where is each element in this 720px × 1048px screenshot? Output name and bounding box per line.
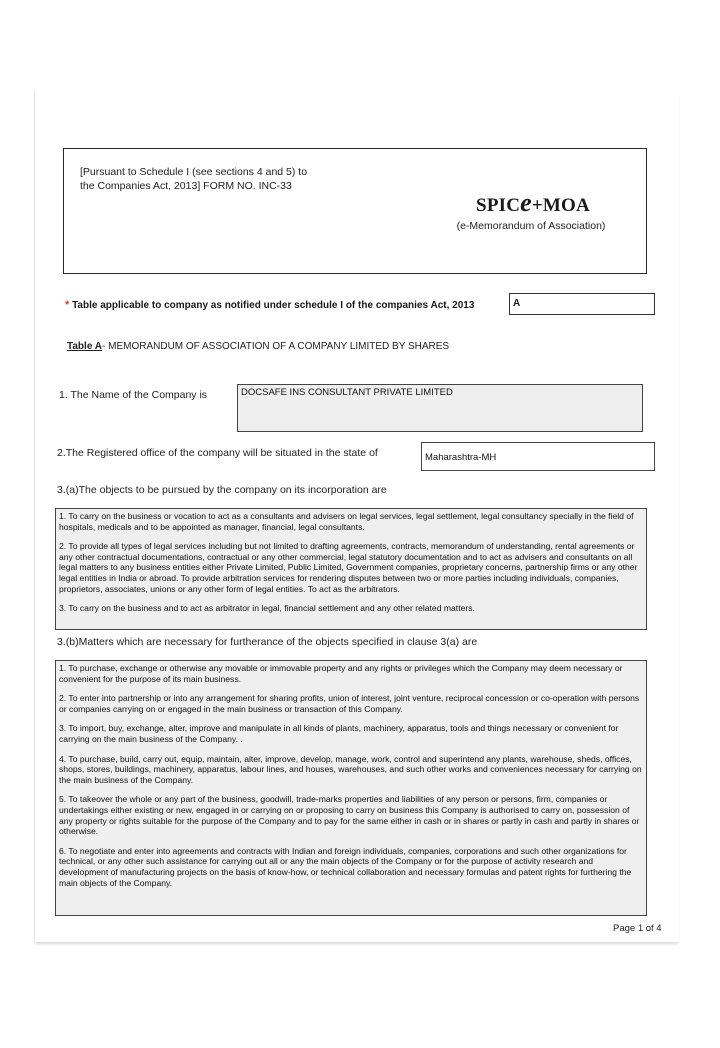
- form-title-post: +MOA: [531, 195, 590, 216]
- objects-textarea[interactable]: [55, 508, 647, 630]
- matter-item: 6. To negotiate and enter into agreements and contracts with Indian and foreign individuals, companies, corporations and such other organizations for technical, or any other such assistance for carrying out all or any the main objects of the Company or for the purpose of activity research and development of manufacturing projects on the basis of know-how, or technical collaboration and necessary formulas and patent rights for furthering the main objects of the Company.: [59, 845, 632, 888]
- pursuant-text: [80, 165, 307, 193]
- page-number: Page 1 of 4: [613, 923, 662, 934]
- objects-label: 3.(a)The objects to be pursued by the company on its incorporation are: [57, 484, 387, 496]
- table-a-heading: [67, 341, 449, 352]
- state-field[interactable]: Maharashtra-MH: [421, 442, 655, 471]
- company-name-field[interactable]: DOCSAFE INS CONSULTANT PRIVATE LIMITED: [237, 384, 643, 432]
- matter-item: 5. To takeover the whole or any part of the business, goodwill, trade-marks properties and liabilities of any person or persons, firm, companies or undertakings either existing or new, engaged in or carrying on or proposing to carry on business this Company is authorised to carry on, possession of any property or rights suitable for the purpose of the Company and to pay for the same either in cash or in shares or partly in cash and partly in shares or otherwise.: [59, 794, 640, 837]
- form-title: [453, 188, 613, 218]
- table-applicable-text: Table applicable to company as notified under schedule I of the companies Act, 2013: [72, 300, 475, 311]
- matters-label: 3.(b)Matters which are necessary for furtherance of the objects specified in clause 3(a) are: [57, 636, 478, 648]
- table-a-text: - MEMORANDUM OF ASSOCIATION OF A COMPANY LIMITED BY SHARES: [102, 341, 450, 352]
- matter-item: 2. To enter into partnership or into any arrangement for sharing profits, union of interest, joint venture, reciprocal concession or co-operation with persons or companies carrying on or engaged in the main business or transaction of this Company.: [59, 693, 640, 714]
- matters-textarea[interactable]: [55, 660, 647, 916]
- table-applicable-label: [65, 299, 474, 311]
- required-star: *: [65, 299, 70, 311]
- registered-office-label: 2.The Registered office of the company will be situated in the state of: [57, 447, 378, 459]
- form-title-e: e: [520, 188, 532, 217]
- document-page: [34, 92, 679, 942]
- object-item: 1. To carry on the business or vocation to act as a consultants and advisers on legal services, legal settlement, legal consultancy specially in the field of hospitals, medicals and to be appointed as manager, financial, legal consultants.: [59, 511, 634, 532]
- pursuant-line-1: [Pursuant to Schedule I (see sections 4 and 5) to: [80, 166, 308, 178]
- pursuant-line-2: the Companies Act, 2013] FORM NO. INC-33: [80, 180, 292, 192]
- form-title-pre: SPIC: [476, 195, 521, 216]
- form-subtitle: (e-Memorandum of Association): [456, 220, 606, 232]
- table-applicable-field[interactable]: A: [509, 293, 655, 315]
- object-item: 2. To provide all types of legal services including but not limited to drafting agreements, contracts, memorandum of understanding, rental agreements or any other contractual documentations, contractual or any other commercial, legal statutory documentation and to act as advisers and consultants on all legal matters to any business entities either Private Limited, Public Limited, Government companies, proprietary concerns, partnership firms or any other legal entities in India or abroad. To provide arbitration services for rendering disputes between two or more parties including individuals, companies, proprietors, associates, unions or any other form of legal entities. To act as the arbitrators.: [59, 541, 638, 594]
- table-a-title: Table A: [67, 341, 103, 352]
- matter-item: 1. To purchase, exchange or otherwise any movable or immovable property and any rights or privileges which the Company may deem necessary or convenient for the purpose of its main business.: [59, 663, 623, 684]
- object-item: 3. To carry on the business and to act as arbitrator in legal, financial settlement and any other related matters.: [59, 603, 475, 614]
- matter-item: 4. To purchase, build, carry out, equip, maintain, alter, improve, develop, manage, work, control and superintend any plants, warehouse, sheds, offices, shops, stores, buildings, machinery, apparatus, labour lines, and houses, warehouses, and such other works and conveniences necessary for carrying on the main business of the Company.: [59, 753, 642, 785]
- matter-item: 3. To import, buy, exchange, alter, improve and manipulate in all kinds of plants, machinery, apparatus, tools and things necessary or convenient for carrying on the main business of the Company. .: [59, 723, 619, 744]
- company-name-label: 1. The Name of the Company is: [59, 389, 208, 401]
